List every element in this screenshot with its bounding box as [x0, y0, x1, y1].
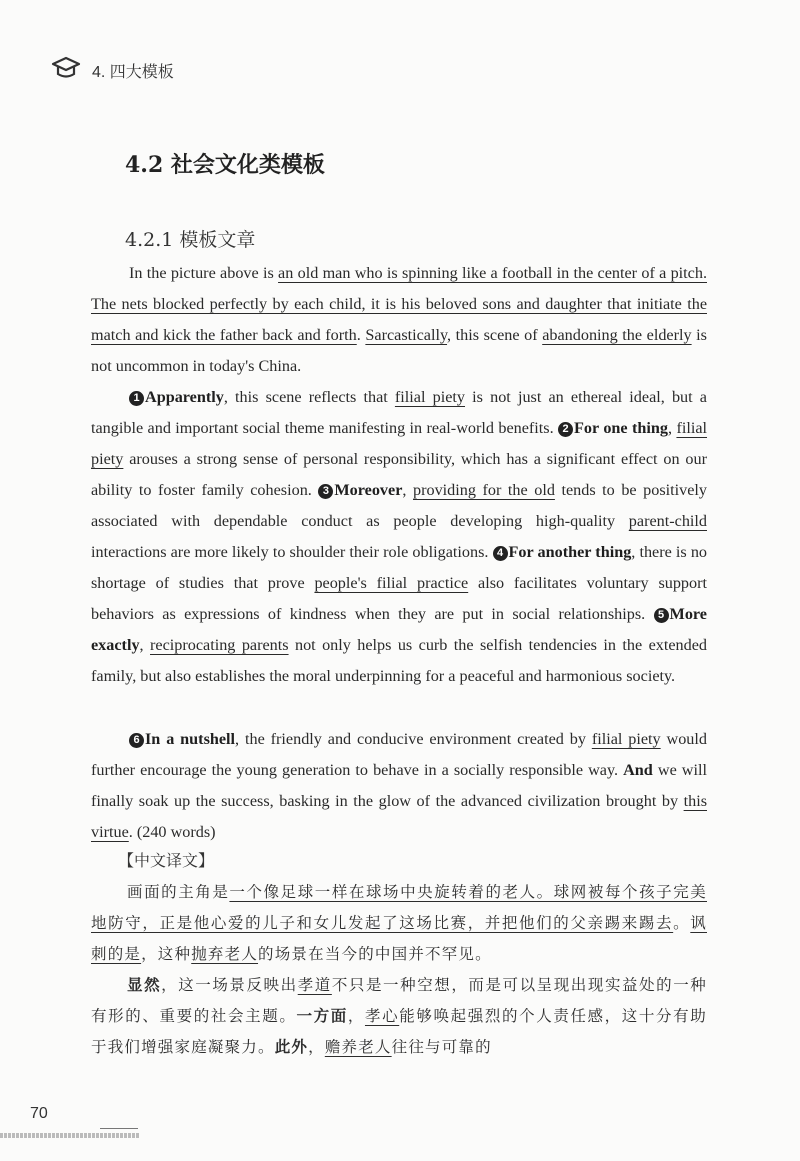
essay-paragraph-2: 1 Apparently, this scene reflects that filial piety is not just an ethereal ideal, but a tangible and important social theme manifesting in real-world benefits. 2 For one thing, filial piety arouses a strong sense of personal responsibility, which has a significant effect on our ability to foster family cohesion. 3 Moreover, providing for the old tends to be positively associated with dependable conduct as people developing high-quality parent-child interactions are more likely to shoulder their role obligations. 4 For another thing, there is no shortage of studies that prove people's filial practice also facilitates voluntary support behaviors as expressions of kindness when they are put in social relationships. 5 More exactly, reciprocating parents not only helps us curb the selfish tendencies in the extended family, but also establishes the moral underpinning for a peaceful and harmonious society. — [91, 388, 708, 685]
marker-3: 3 — [318, 484, 333, 499]
graduation-cap-icon — [50, 52, 82, 89]
translation-paragraph-1: 画面的主角是一个像足球一样在球场中央旋转着的老人。球网被每个孩子完美地防守，正是他心爱的儿子和女儿发起了这场比赛，并把他们的父亲踢来踢去。讽刺的是，这种抛弃老人的场景在当今的中国并不罕见。 — [91, 883, 707, 963]
marker-2: 2 — [558, 422, 573, 437]
essay-paragraph-1: In the picture above is an old man who is spinning like a football in the center of a pitch. The nets blocked perfectly by each child, it is his beloved sons and daughter that initiate the match and kick the father back and forth. Sarcastically, this scene of abandoning the elderly is not uncommon in today's China. — [91, 264, 707, 375]
marker-1: 1 — [129, 391, 144, 406]
marker-6: 6 — [129, 733, 144, 748]
translation-paragraph-2: 显然，这一场景反映出孝道不只是一种空想，而是可以呈现出现实益处的一种有形的、重要的社会主题。一方面，孝心能够唤起强烈的个人责任感，这十分有助于我们增强家庭凝聚力。此外，赡养老人往往与可靠的 — [91, 976, 707, 1056]
sub-title: 4.2.1 模板文章 — [125, 229, 256, 251]
section-title: 4.2 社会文化类模板 — [125, 152, 325, 178]
footer-rule — [100, 1128, 138, 1129]
chapter-title: 4. 四大模板 — [92, 64, 174, 81]
marker-4: 4 — [493, 546, 508, 561]
chapter-header — [50, 52, 174, 89]
footer-bar — [0, 1133, 140, 1138]
marker-5: 5 — [654, 608, 669, 623]
translation-label: 【中文译文】 — [118, 851, 215, 870]
page-number: 70 — [30, 1105, 48, 1122]
essay-paragraph-3: 6 In a nutshell, the friendly and conducive environment created by filial piety would further encourage the young generation to behave in a socially responsible way. And we will finally soak up the success, basking in the glow of the advanced civilization brought by this virtue. (240 words) — [91, 730, 707, 841]
